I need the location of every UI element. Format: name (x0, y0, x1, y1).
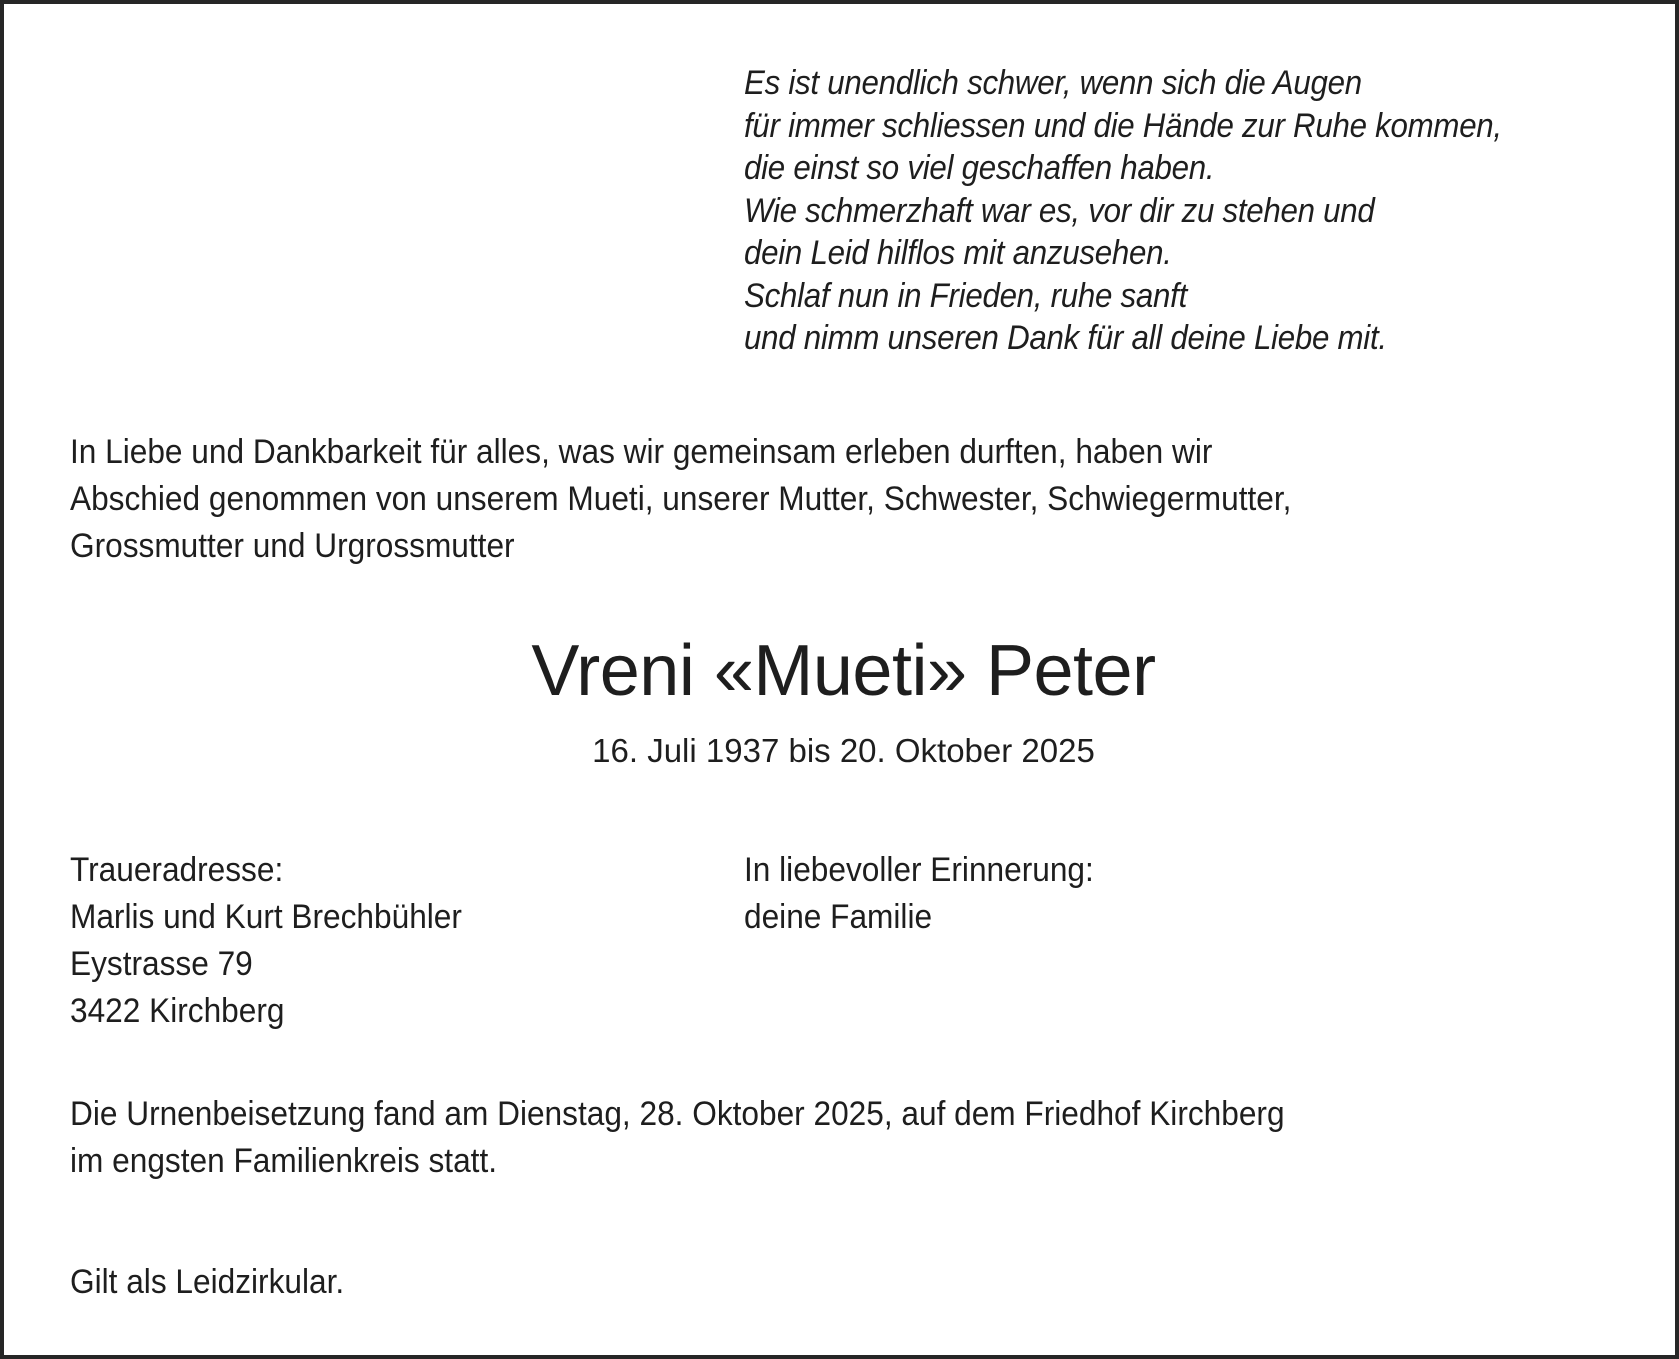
intro-line: Abschied genommen von unserem Mueti, unserer Mutter, Schwester, Schwiegermutter, (70, 480, 1292, 518)
intro-line: Grossmutter und Urgrossmutter (70, 527, 515, 565)
poem-line: Wie schmerzhaft war es, vor dir zu stehen und (744, 191, 1375, 230)
poem-line: Schlaf nun in Frieden, ruhe sanft (744, 276, 1187, 315)
address-line: Eystrasse 79 (70, 945, 253, 983)
life-dates: 16. Juli 1937 bis 20. Oktober 2025 (592, 732, 1095, 769)
poem-line: die einst so viel geschaffen haben. (744, 149, 1215, 187)
intro-line: In Liebe und Dankbarkeit für alles, was wir gemeinsam erleben durften, haben wir (70, 433, 1213, 471)
deceased-name: Vreni «Mueti» Peter (531, 631, 1156, 711)
burial-notice (70, 1091, 1285, 1185)
mourning-address (70, 847, 462, 1035)
farewell-intro-paragraph (70, 429, 1291, 570)
poem-line: Es ist unendlich schwer, wenn sich die Augen (744, 64, 1362, 102)
poem-line: für immer schliessen und die Hände zur Ruhe kommen, (744, 106, 1502, 145)
remembrance-label: In liebevoller Erinnerung: (744, 851, 1094, 889)
address-label: Traueradresse: (70, 851, 284, 889)
circular-note: Gilt als Leidzirkular. (70, 1263, 345, 1301)
remembrance-signature (744, 847, 1094, 941)
poem-line: dein Leid hilflos mit anzusehen. (744, 234, 1172, 272)
memorial-poem (744, 62, 1502, 360)
address-line: Marlis und Kurt Brechbühler (70, 898, 462, 936)
remembrance-signature-text: deine Familie (744, 898, 933, 936)
burial-line: im engsten Familienkreis statt. (70, 1142, 498, 1180)
poem-line: und nimm unseren Dank für all deine Liebe mit. (744, 319, 1387, 357)
address-line: 3422 Kirchberg (70, 992, 285, 1030)
burial-line: Die Urnenbeisetzung fand am Dienstag, 28. Oktober 2025, auf dem Friedhof Kirchberg (70, 1095, 1285, 1133)
